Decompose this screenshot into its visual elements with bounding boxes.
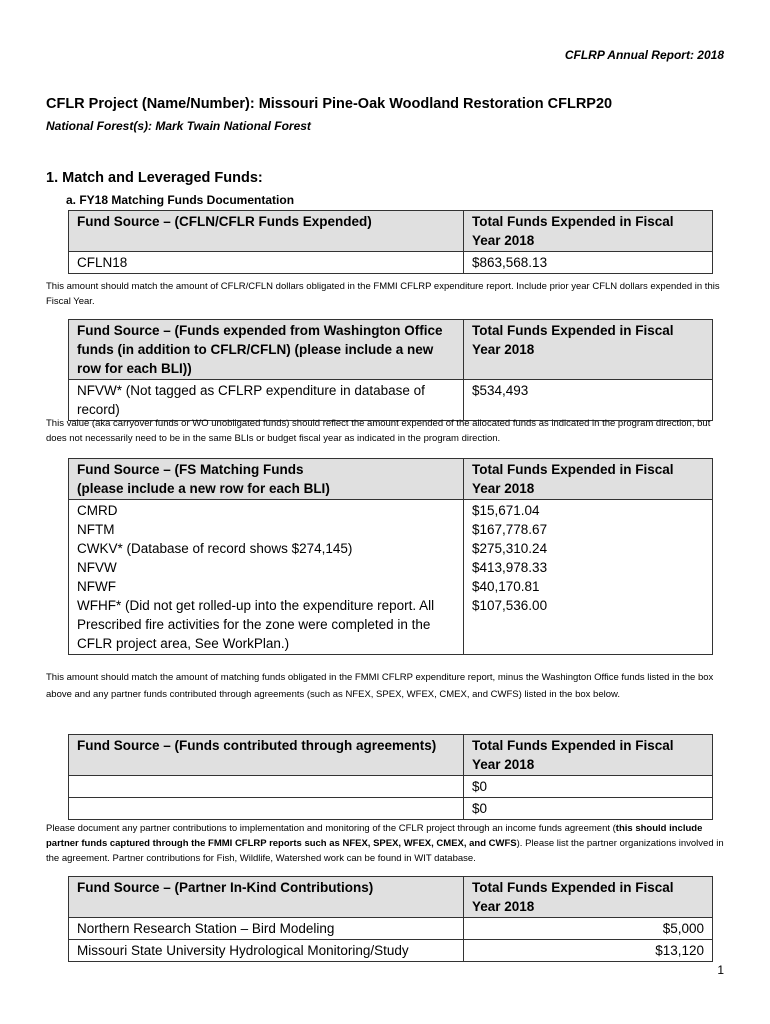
fund-source-cell: CFLN18 (69, 252, 464, 274)
column-header: Fund Source – (Partner In-Kind Contributions) (69, 877, 464, 918)
partner-in-kind-table (68, 876, 713, 962)
washington-office-funds-table (68, 319, 713, 421)
cfln-funds-table (68, 210, 713, 274)
table-note: This value (aka carryover funds or WO unobligated funds) should reflect the amount expended of the allocated funds as indicated in the program direction, but does not necessarily need to be in the same BLIs or budget fiscal year as indicated in the program direction. (46, 418, 711, 444)
fund-source-cell: Missouri State University Hydrological Monitoring/Study (69, 940, 464, 962)
table-row (69, 380, 713, 421)
column-header (69, 459, 464, 500)
column-header: Total Funds Expended in Fiscal Year 2018 (464, 459, 713, 500)
amount-item: $40,170.81 (472, 579, 540, 594)
note-text: ). Please list the partner organizations involved in the agreement. Partner contributions for Fish, Wildlife, Watershed work can be found in WIT database. (46, 838, 724, 864)
column-header: Fund Source – (Funds contributed through agreements) (69, 735, 464, 776)
table-header-row (69, 735, 713, 776)
fund-source-item: NFTM (77, 522, 115, 537)
note-text: Please document any partner contributions to implementation and monitoring of the CFLR project through an income funds agreement ( (46, 823, 616, 834)
fund-source-cell: Northern Research Station – Bird Modeling (69, 918, 464, 940)
amount-cell: $13,120 (464, 940, 713, 962)
table-header-row (69, 459, 713, 500)
section-heading: 1. Match and Leveraged Funds: (46, 170, 263, 186)
table-row (69, 776, 713, 798)
column-header: Total Funds Expended in Fiscal Year 2018 (464, 320, 713, 380)
agreement-funds-table (68, 734, 713, 820)
column-header: Total Funds Expended in Fiscal Year 2018 (464, 211, 713, 252)
project-title: CFLR Project (Name/Number): Missouri Pine-Oak Woodland Restoration CFLRP20 (46, 96, 613, 112)
table-row (69, 500, 713, 655)
column-header: Total Funds Expended in Fiscal Year 2018 (464, 877, 713, 918)
table-header-row (69, 320, 713, 380)
amount-item: $275,310.24 (472, 541, 548, 556)
table-note: This amount should match the amount of CFLR/CFLN dollars obligated in the FMMI CFLRP expenditure report. Include prior year CFLN dollars expended in this Fiscal Year. (46, 281, 720, 307)
fund-source-cell: NFVW* (Not tagged as CFLRP expenditure in database of record) (69, 380, 464, 421)
report-header-title: CFLRP Annual Report: 2018 (564, 48, 724, 62)
fund-source-item: NFWF (77, 579, 116, 594)
fund-source-cell (69, 798, 464, 820)
amount-cell: $0 (464, 798, 713, 820)
section-subheading: a. FY18 Matching Funds Documentation (66, 193, 295, 207)
amount-item: $107,536.00 (472, 598, 548, 613)
table-header-row (69, 877, 713, 918)
fund-source-item: CMRD (77, 503, 118, 518)
amount-cell: $863,568.13 (464, 252, 713, 274)
table-row (69, 252, 713, 274)
table-row (69, 798, 713, 820)
table-row (69, 918, 713, 940)
table-row (69, 940, 713, 962)
amount-cell: $0 (464, 776, 713, 798)
column-header-line: (please include a new row for each BLI) (77, 481, 330, 496)
table-note (46, 821, 726, 866)
fund-source-item: CWKV* (Database of record shows $274,145) (77, 541, 353, 556)
table-header-row (69, 211, 713, 252)
amount-item: $167,778.67 (472, 522, 548, 537)
page-number: 1 (717, 963, 724, 977)
fund-source-cell (69, 776, 464, 798)
column-header: Fund Source – (CFLN/CFLR Funds Expended) (69, 211, 464, 252)
fs-matching-funds-table (68, 458, 713, 655)
amount-cell: $5,000 (464, 918, 713, 940)
column-header-line: Fund Source – (FS Matching Funds (77, 462, 304, 477)
fund-source-item: WFHF* (Did not get rolled-up into the expenditure report. All Prescribed fire activities for the zone were completed in the CFLR project area, See WorkPlan.) (77, 598, 435, 651)
note-bold-text: this should include partner funds captured through the FMMI CFLRP reports such as NFEX, SPEX, WFEX, CMEX, and CWFS (46, 823, 703, 849)
column-header: Fund Source – (Funds expended from Washington Office funds (in addition to CFLR/CFLN) (please include a new row for each BLI)) (69, 320, 464, 380)
amount-item: $15,671.04 (472, 503, 540, 518)
fund-source-list-cell (69, 500, 464, 655)
column-header: Total Funds Expended in Fiscal Year 2018 (464, 735, 713, 776)
amount-list-cell (464, 500, 713, 655)
table-note: This amount should match the amount of matching funds obligated in the FMMI CFLRP expenditure report, minus the Washington Office funds listed in the box above and any partner funds contributed through agreements (such as NFEX, SPEX, WFEX, CMEX, and CWFS) listed in the box below. (46, 672, 714, 700)
amount-item: $413,978.33 (472, 560, 548, 575)
fund-source-item: NFVW (77, 560, 117, 575)
national-forest-label: National Forest(s): Mark Twain National Forest (46, 119, 311, 133)
amount-cell: $534,493 (464, 380, 713, 421)
